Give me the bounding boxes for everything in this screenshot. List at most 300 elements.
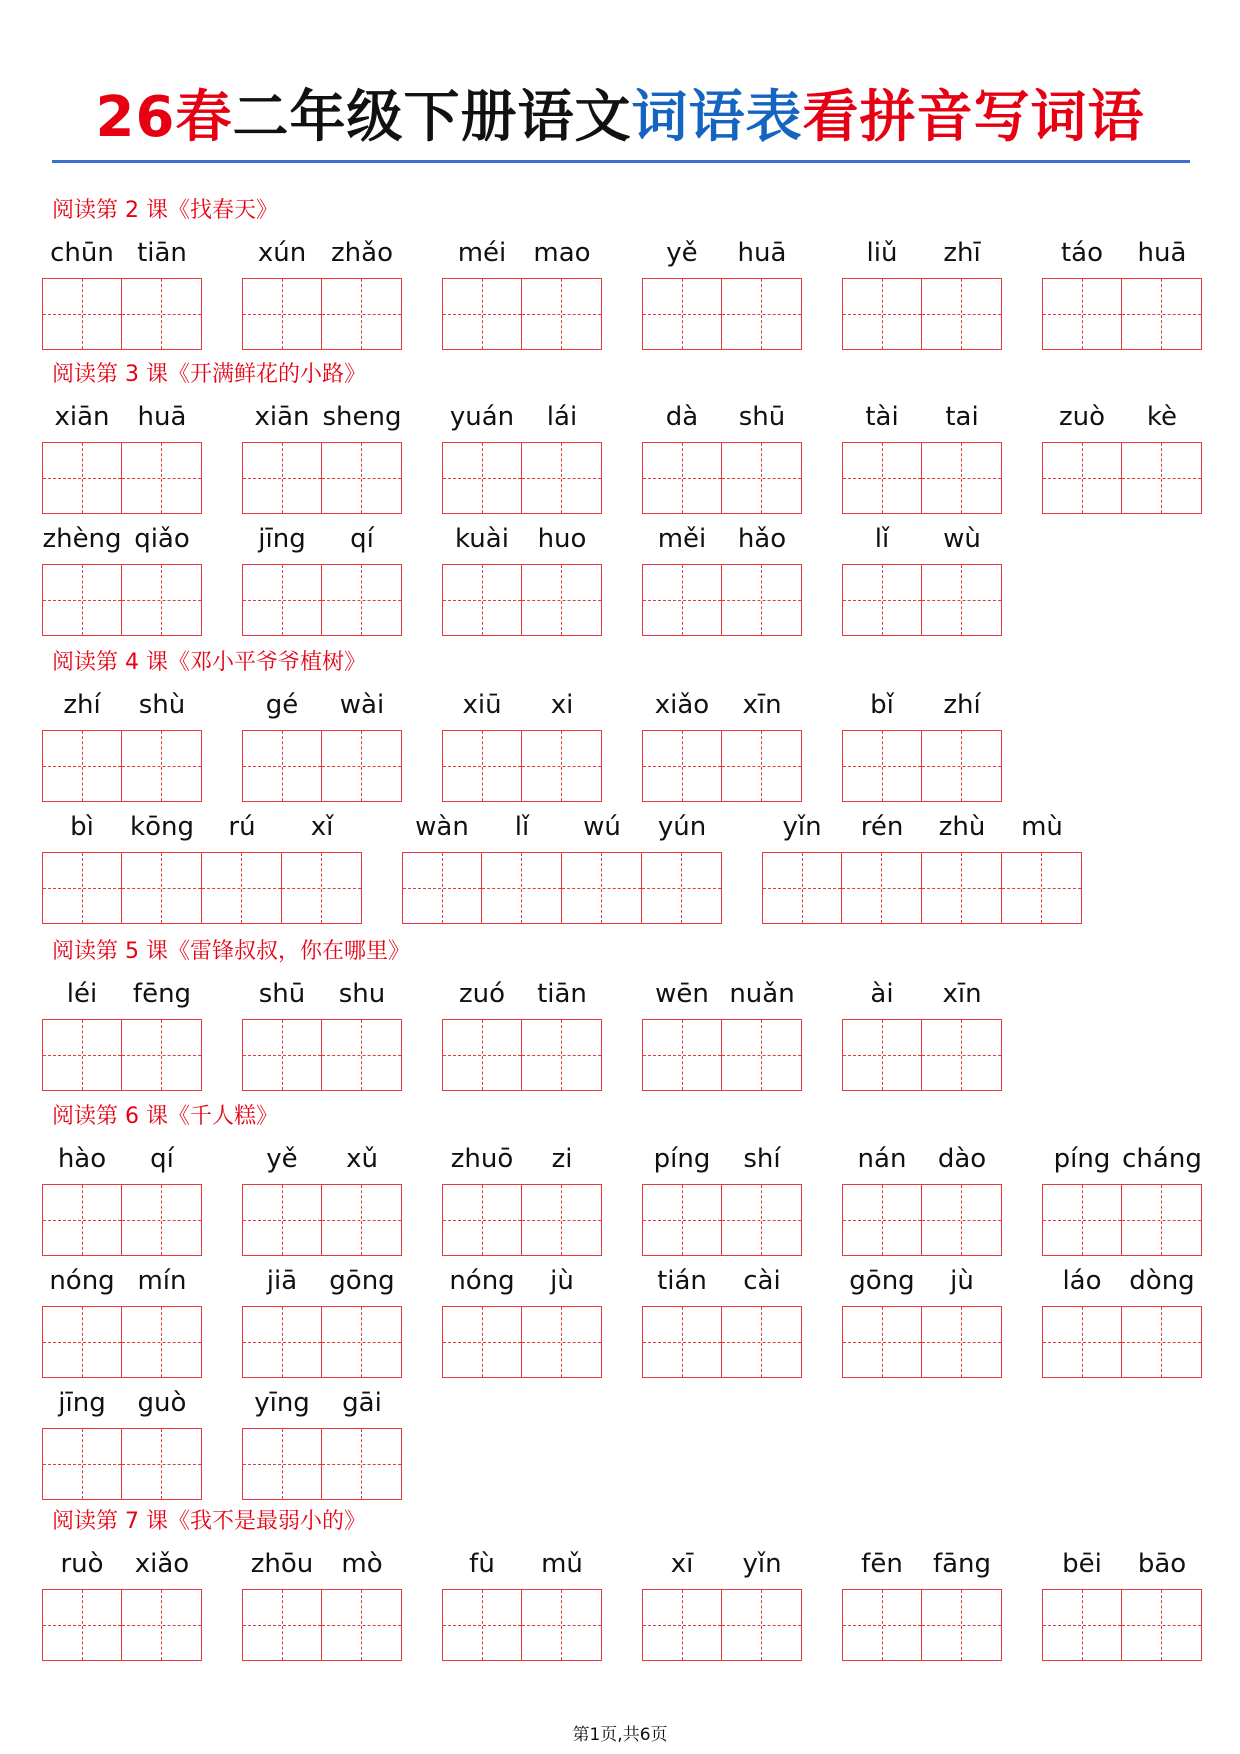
pinyin-syllable: mín [137,1266,187,1296]
writing-cell[interactable] [642,852,722,924]
writing-cell[interactable] [42,1589,122,1661]
cell-guide-horizontal [842,888,921,889]
pinyin-syllable: shū [258,979,306,1009]
pinyin-syllable: liǔ [866,238,898,268]
writing-cell[interactable] [842,564,922,636]
word-item [1042,1547,1202,1663]
cell-guide-horizontal [922,1055,1001,1056]
writing-cell[interactable] [322,730,402,802]
cell-guide-horizontal [1122,314,1201,315]
writing-cell[interactable] [842,1019,922,1091]
word-item [42,688,202,804]
writing-cell[interactable] [762,852,842,924]
writing-cell[interactable] [1042,278,1122,350]
writing-cell[interactable] [1042,1306,1122,1378]
pinyin-syllable: guò [137,1388,187,1418]
writing-cell[interactable] [522,1306,602,1378]
pinyin-syllable: fēng [132,979,192,1009]
writing-cell[interactable] [122,278,202,350]
word-item [842,1142,1002,1258]
pinyin-syllable: tián [657,1266,707,1296]
cell-guide-horizontal [443,1055,521,1056]
cell-guide-horizontal [322,1464,401,1465]
writing-cell[interactable] [1042,442,1122,514]
cell-guide-horizontal [522,600,601,601]
cell-guide-horizontal [1043,1625,1121,1626]
cell-guide-horizontal [322,1220,401,1221]
pinyin-syllable: kōng [130,812,194,842]
pinyin-syllable: zhí [943,690,981,720]
cell-guide-horizontal [122,600,201,601]
word-item [1042,236,1202,352]
pinyin-syllable: yún [657,812,707,842]
word-item [1042,1264,1202,1380]
word-item [642,1264,802,1380]
writing-cell[interactable] [842,1306,922,1378]
writing-cell[interactable] [122,442,202,514]
pinyin-syllable: huā [737,238,787,268]
cell-guide-horizontal [202,888,281,889]
cell-guide-horizontal [843,1625,921,1626]
cell-guide-horizontal [522,1055,601,1056]
cell-guide-horizontal [43,600,121,601]
writing-cell[interactable] [442,442,522,514]
writing-cell[interactable] [522,278,602,350]
cell-guide-horizontal [522,314,601,315]
pinyin-syllable: zhuō [450,1144,514,1174]
writing-cell[interactable] [522,442,602,514]
pinyin-syllable: bì [70,812,94,842]
writing-cell[interactable] [842,730,922,802]
writing-cell[interactable] [562,852,642,924]
writing-cell[interactable] [442,564,522,636]
writing-cell[interactable] [922,278,1002,350]
cell-guide-horizontal [43,888,121,889]
cell-guide-horizontal [443,478,521,479]
cell-guide-horizontal [122,1055,201,1056]
pinyin-syllable: ài [870,979,894,1009]
word-item [442,1547,602,1663]
writing-cell[interactable] [42,1306,122,1378]
pinyin-syllable: fēn [861,1549,903,1579]
cell-guide-horizontal [1122,1220,1201,1221]
cell-guide-horizontal [922,766,1001,767]
writing-cell[interactable] [122,564,202,636]
writing-cell[interactable] [42,1184,122,1256]
pinyin-syllable: gāi [342,1388,382,1418]
word-item [242,688,402,804]
pinyin-syllable: xǔ [346,1144,378,1174]
lesson-title: 阅读第 7 课《我不是最弱小的》 [52,1509,366,1534]
cell-guide-horizontal [322,478,401,479]
title-part: 二年级下册语文 [232,85,632,150]
cell-guide-horizontal [722,766,801,767]
cell-guide-horizontal [482,888,561,889]
cell-guide-horizontal [122,314,201,315]
writing-cell[interactable] [242,730,322,802]
cell-guide-horizontal [122,1625,201,1626]
writing-cell[interactable] [122,1589,202,1661]
writing-cell[interactable] [242,442,322,514]
writing-cell[interactable] [122,1184,202,1256]
writing-cell[interactable] [442,730,522,802]
pinyin-syllable: kè [1146,402,1178,432]
writing-cell[interactable] [122,1428,202,1500]
cell-guide-horizontal [322,314,401,315]
writing-cell[interactable] [202,852,282,924]
word-item [762,810,1082,926]
pinyin-syllable: yǐn [742,1549,782,1579]
pinyin-syllable: bēi [1062,1549,1102,1579]
word-item [42,1386,202,1502]
writing-cell[interactable] [122,1019,202,1091]
pinyin-syllable: xī [670,1549,694,1579]
cell-guide-horizontal [843,766,921,767]
pinyin-syllable: lǐ [874,524,890,554]
pinyin-syllable: píng [653,1144,711,1174]
writing-cell[interactable] [242,278,322,350]
word-item [842,1264,1002,1380]
writing-cell[interactable] [1042,1589,1122,1661]
writing-cell[interactable] [42,1428,122,1500]
cell-guide-horizontal [322,1055,401,1056]
cell-guide-horizontal [522,766,601,767]
writing-cell[interactable] [442,1306,522,1378]
pinyin-syllable: jīng [258,524,306,554]
writing-cell[interactable] [42,730,122,802]
pinyin-syllable: huo [537,524,587,554]
cell-guide-horizontal [722,1342,801,1343]
cell-guide-horizontal [643,600,721,601]
writing-cell[interactable] [642,1019,722,1091]
pinyin-syllable: xiān [54,402,110,432]
word-item [42,810,362,926]
word-item [642,236,802,352]
word-item [242,236,402,352]
word-item [442,1264,602,1380]
cell-guide-horizontal [722,478,801,479]
word-item [442,1142,602,1258]
pinyin-syllable: dào [937,1144,987,1174]
pinyin-syllable: xi [550,690,574,720]
cell-guide-horizontal [1043,1342,1121,1343]
pinyin-syllable: yǐn [782,812,822,842]
word-item [642,688,802,804]
writing-cell[interactable] [842,1589,922,1661]
pinyin-syllable: mò [341,1549,383,1579]
pinyin-syllable: rú [228,812,256,842]
cell-guide-horizontal [43,1464,121,1465]
writing-cell[interactable] [122,852,202,924]
pinyin-syllable: xiū [462,690,502,720]
cell-guide-horizontal [443,1625,521,1626]
pinyin-syllable: fāng [932,1549,992,1579]
word-item [642,522,802,638]
writing-cell[interactable] [1122,1306,1202,1378]
pinyin-syllable: kuài [455,524,509,554]
cell-guide-horizontal [403,888,481,889]
cell-guide-horizontal [643,766,721,767]
writing-cell[interactable] [922,730,1002,802]
writing-cell[interactable] [442,1184,522,1256]
writing-cell[interactable] [642,278,722,350]
word-item [242,977,402,1093]
pinyin-syllable: xīn [742,690,782,720]
pinyin-syllable: hǎo [737,524,787,554]
cell-guide-horizontal [1002,888,1081,889]
word-item [402,810,722,926]
pinyin-syllable: tiān [137,238,187,268]
pinyin-syllable: zhèng [42,524,122,554]
writing-cell[interactable] [122,1306,202,1378]
writing-cell[interactable] [42,564,122,636]
pinyin-syllable: yuán [449,402,515,432]
pinyin-syllable: fù [469,1549,495,1579]
cell-guide-horizontal [922,478,1001,479]
writing-cell[interactable] [42,442,122,514]
writing-cell[interactable] [922,442,1002,514]
pinyin-syllable: xiǎo [654,690,710,720]
pinyin-syllable: shí [743,1144,781,1174]
pinyin-syllable: yě [666,238,698,268]
cell-guide-horizontal [243,478,321,479]
pinyin-syllable: jiā [266,1266,298,1296]
pinyin-syllable: wēn [655,979,709,1009]
writing-cell[interactable] [522,1589,602,1661]
writing-cell[interactable] [442,1589,522,1661]
cell-guide-horizontal [122,1342,201,1343]
cell-guide-horizontal [722,600,801,601]
word-item [1042,400,1202,516]
writing-cell[interactable] [922,1306,1002,1378]
pinyin-syllable: sheng [322,402,402,432]
writing-cell[interactable] [482,852,562,924]
pinyin-syllable: wài [339,690,385,720]
word-item [42,522,202,638]
writing-cell[interactable] [242,1428,322,1500]
cell-guide-horizontal [243,1464,321,1465]
writing-cell[interactable] [922,564,1002,636]
word-item [842,688,1002,804]
writing-cell[interactable] [722,442,802,514]
pinyin-syllable: shu [338,979,386,1009]
writing-cell[interactable] [642,1184,722,1256]
writing-cell[interactable] [522,1019,602,1091]
writing-cell[interactable] [1002,852,1082,924]
writing-cell[interactable] [722,564,802,636]
writing-cell[interactable] [722,1306,802,1378]
pinyin-syllable: lǐ [514,812,530,842]
word-item [42,1264,202,1380]
writing-cell[interactable] [642,1306,722,1378]
writing-cell[interactable] [842,442,922,514]
writing-cell[interactable] [322,278,402,350]
writing-cell[interactable] [722,1589,802,1661]
cell-guide-horizontal [843,478,921,479]
pinyin-syllable: dà [665,402,699,432]
cell-guide-horizontal [322,600,401,601]
word-item [642,977,802,1093]
cell-guide-horizontal [43,314,121,315]
writing-cell[interactable] [722,278,802,350]
writing-cell[interactable] [722,1184,802,1256]
writing-cell[interactable] [1122,442,1202,514]
word-item [42,977,202,1093]
writing-cell[interactable] [322,442,402,514]
writing-cell[interactable] [642,442,722,514]
writing-cell[interactable] [42,278,122,350]
pinyin-syllable: hào [57,1144,107,1174]
cell-guide-horizontal [43,1055,121,1056]
writing-cell[interactable] [722,730,802,802]
cell-guide-horizontal [843,600,921,601]
cell-guide-horizontal [1122,1625,1201,1626]
word-item [442,236,602,352]
pinyin-syllable: zuó [458,979,506,1009]
word-item [242,1547,402,1663]
writing-cell[interactable] [642,1589,722,1661]
pinyin-syllable: qí [150,1144,174,1174]
pinyin-syllable: lái [546,402,578,432]
pinyin-syllable: cháng [1122,1144,1202,1174]
word-item [242,522,402,638]
pinyin-syllable: mù [1021,812,1063,842]
writing-cell[interactable] [122,730,202,802]
writing-cell[interactable] [1042,1184,1122,1256]
title-part: 26春 [95,85,233,150]
lesson-title: 阅读第 5 课《雷锋叔叔，你在哪里》 [52,939,410,964]
cell-guide-horizontal [322,766,401,767]
cell-guide-horizontal [1043,478,1121,479]
pinyin-syllable: cài [743,1266,781,1296]
writing-cell[interactable] [242,1184,322,1256]
cell-guide-horizontal [1043,1220,1121,1221]
word-item [42,1547,202,1663]
lesson-title: 阅读第 2 课《找春天》 [52,198,278,223]
title-part: 看拼音写词语 [802,85,1145,150]
writing-cell[interactable] [842,278,922,350]
cell-guide-horizontal [922,888,1001,889]
pinyin-syllable: tai [945,402,979,432]
cell-guide-horizontal [643,1625,721,1626]
cell-guide-horizontal [243,1220,321,1221]
cell-guide-horizontal [643,1220,721,1221]
cell-guide-horizontal [43,1625,121,1626]
pinyin-syllable: dòng [1129,1266,1195,1296]
cell-guide-horizontal [122,888,201,889]
cell-guide-horizontal [643,1055,721,1056]
writing-cell[interactable] [1122,1589,1202,1661]
pinyin-syllable: qiǎo [134,524,190,554]
pinyin-syllable: zhī [943,238,981,268]
cell-guide-horizontal [843,1342,921,1343]
cell-guide-horizontal [922,314,1001,315]
writing-cell[interactable] [322,1306,402,1378]
writing-cell[interactable] [42,1019,122,1091]
writing-cell[interactable] [922,852,1002,924]
cell-guide-horizontal [443,600,521,601]
writing-cell[interactable] [842,852,922,924]
writing-cell[interactable] [242,564,322,636]
pinyin-syllable: zhǎo [331,238,393,268]
writing-cell[interactable] [322,1589,402,1661]
pinyin-syllable: huā [137,402,187,432]
pinyin-syllable: zhōu [250,1549,314,1579]
cell-guide-horizontal [122,766,201,767]
pinyin-syllable: jù [550,1266,574,1296]
pinyin-syllable: wù [943,524,981,554]
word-item [42,236,202,352]
pinyin-syllable: xǐ [310,812,334,842]
writing-cell[interactable] [842,1184,922,1256]
cell-guide-horizontal [122,1464,201,1465]
writing-cell[interactable] [722,1019,802,1091]
pinyin-syllable: xiān [254,402,310,432]
writing-cell[interactable] [322,1019,402,1091]
cell-guide-horizontal [722,1055,801,1056]
word-item [242,1386,402,1502]
writing-cell[interactable] [402,852,482,924]
pinyin-syllable: bāo [1137,1549,1187,1579]
writing-cell[interactable] [922,1184,1002,1256]
cell-guide-horizontal [443,766,521,767]
writing-cell[interactable] [642,730,722,802]
writing-cell[interactable] [282,852,362,924]
cell-guide-horizontal [522,1220,601,1221]
pinyin-syllable: bǐ [870,690,894,720]
cell-guide-horizontal [843,1220,921,1221]
pinyin-syllable: táo [1060,238,1104,268]
cell-guide-horizontal [722,1625,801,1626]
writing-cell[interactable] [522,1184,602,1256]
writing-cell[interactable] [442,278,522,350]
word-item [442,977,602,1093]
pinyin-syllable: zhù [938,812,986,842]
pinyin-syllable: xiǎo [134,1549,190,1579]
cell-guide-horizontal [843,314,921,315]
writing-cell[interactable] [242,1019,322,1091]
cell-guide-horizontal [1122,1342,1201,1343]
cell-guide-horizontal [922,1220,1001,1221]
writing-cell[interactable] [522,730,602,802]
word-item [442,688,602,804]
pinyin-syllable: zi [551,1144,573,1174]
cell-guide-horizontal [722,314,801,315]
writing-cell[interactable] [922,1019,1002,1091]
cell-guide-horizontal [643,478,721,479]
writing-cell[interactable] [242,1306,322,1378]
writing-cell[interactable] [442,1019,522,1091]
writing-cell[interactable] [242,1589,322,1661]
cell-guide-horizontal [522,1342,601,1343]
writing-cell[interactable] [322,564,402,636]
cell-guide-horizontal [243,766,321,767]
writing-cell[interactable] [522,564,602,636]
writing-cell[interactable] [322,1428,402,1500]
cell-guide-horizontal [643,1342,721,1343]
pinyin-syllable: shù [138,690,186,720]
word-item [642,1547,802,1663]
writing-cell[interactable] [922,1589,1002,1661]
cell-guide-horizontal [443,1220,521,1221]
writing-cell[interactable] [42,852,122,924]
writing-cell[interactable] [322,1184,402,1256]
writing-cell[interactable] [642,564,722,636]
writing-cell[interactable] [1122,278,1202,350]
writing-cell[interactable] [1122,1184,1202,1256]
pinyin-syllable: yě [266,1144,298,1174]
pinyin-syllable: méi [457,238,507,268]
